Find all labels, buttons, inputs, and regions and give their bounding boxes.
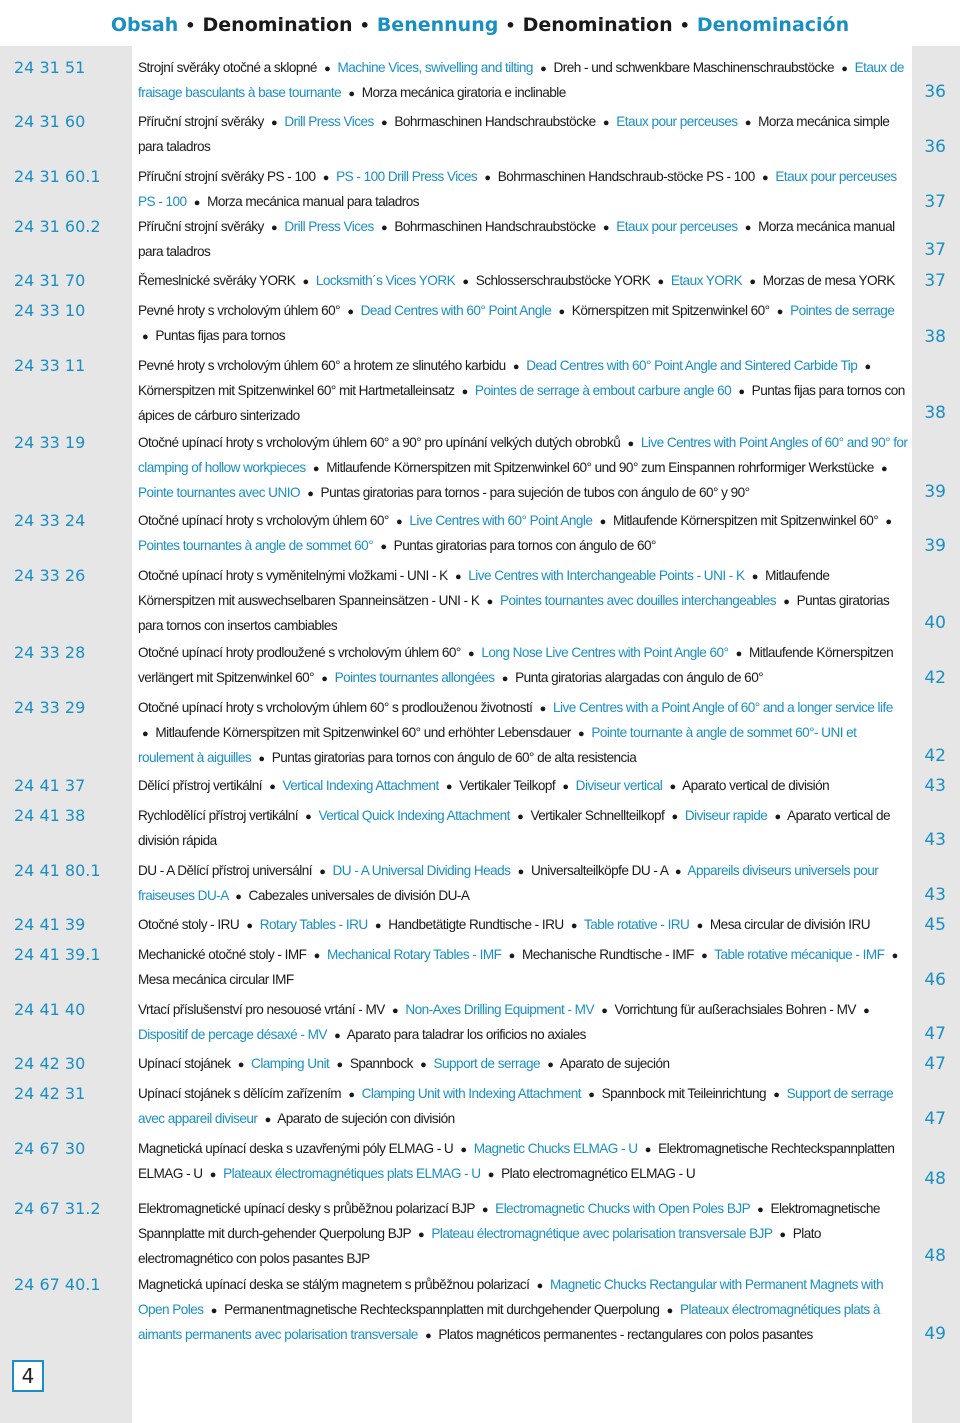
entry-code: 24 31 51 xyxy=(14,58,86,77)
entry-name: Pevné hroty s vrcholovým úhlem 60° a hrotem ze slinutého karbidu xyxy=(138,358,506,373)
entry-name: Otočné upínací hroty s vrcholovým úhlem 60° s prodlouženou životností xyxy=(138,700,533,715)
entry-description xyxy=(138,913,908,938)
entry-name: Příruční strojní svěráky PS - 100 xyxy=(138,169,316,184)
entry-code: 24 33 11 xyxy=(14,356,86,375)
entry-description xyxy=(138,1197,908,1271)
bullet-separator: ● xyxy=(512,361,520,373)
entry-name: Upínací stojánek s dělícím zařízením xyxy=(138,1086,342,1101)
bullet-separator: ● xyxy=(776,306,783,318)
entry-name: Dělící přístroj vertikální xyxy=(138,778,262,793)
entry-code: 24 41 39 xyxy=(14,915,86,934)
entry-name: Vertikaler Schnellteilkopf xyxy=(530,808,665,823)
entry-translation: DU - A Universal Dividing Heads xyxy=(332,863,511,878)
bullet-separator: ● xyxy=(779,1229,786,1241)
entry-code: 24 41 38 xyxy=(14,806,86,825)
header-separator: • xyxy=(679,16,690,35)
entry-description xyxy=(138,804,908,853)
bullet-separator: ● xyxy=(558,306,565,318)
entry-translation: Drill Press Vices xyxy=(284,219,374,234)
entry-translation: Etaux pour perceuses xyxy=(616,114,738,129)
bullet-separator: ● xyxy=(425,1330,432,1342)
entry-translation: Vertical Indexing Attachment xyxy=(282,778,439,793)
bullet-separator: ● xyxy=(210,1305,217,1317)
entry-code: 24 41 40 xyxy=(14,1000,86,1019)
entry-code: 24 67 30 xyxy=(14,1139,86,1158)
entry-translation: Etaux pour perceuses PS - 100 xyxy=(138,169,897,209)
header-obsah: Obsah xyxy=(110,14,179,36)
entry-name: Pevné hroty s vrcholovým úhlem 60° xyxy=(138,303,341,318)
entry-code: 24 42 30 xyxy=(14,1054,86,1073)
bullet-separator: ● xyxy=(864,361,871,373)
entry-translation: Diviseur rapide xyxy=(684,808,768,823)
bullet-separator: ● xyxy=(380,541,387,553)
entry-description xyxy=(138,56,908,106)
bullet-separator: ● xyxy=(235,891,242,903)
entry-description xyxy=(138,431,908,506)
bullet-separator: ● xyxy=(570,920,577,932)
header-benennung: Benennung xyxy=(376,14,499,36)
entry-name: Aparato de sujeción con división xyxy=(277,1111,455,1126)
bullet-separator: ● xyxy=(539,703,546,715)
entry-name: Mitlaufende Körnerspitzen mit Spitzenwinkel 60° und erhöhter Lebensdauer xyxy=(155,725,571,740)
entry-name: Mitlaufende Körnerspitzen mit Spitzenwinkel 60° xyxy=(612,513,879,528)
entry-translation: Mechanical Rotary Tables - IMF xyxy=(326,947,502,962)
entry-name: Mitlaufende Körnerspitzen verlängert mit Spitzenwinkel 60° xyxy=(138,645,894,685)
bullet-separator: ● xyxy=(246,920,253,932)
bullet-separator: ● xyxy=(193,197,200,209)
entry-name: Plato electromagnético ELMAG - U xyxy=(501,1166,696,1181)
bullet-separator: ● xyxy=(588,1089,595,1101)
bullet-separator: ● xyxy=(271,222,278,234)
entry-code: 24 33 24 xyxy=(14,511,86,530)
entry-name: Otočné upínací hroty s vrcholovým úhlem 60° a 90° pro upínání velkých dutých obrobků xyxy=(138,435,621,450)
entry-translation: Dead Centres with 60° Point Angle xyxy=(360,303,552,318)
bullet-separator: ● xyxy=(305,811,312,823)
bullet-separator: ● xyxy=(744,117,751,129)
entry-description xyxy=(138,269,908,294)
entry-name: Příruční strojní svěráky xyxy=(138,114,264,129)
bullet-separator: ● xyxy=(671,811,678,823)
entry-translation: Clamping Unit xyxy=(251,1056,330,1071)
entry-page-number: 45 xyxy=(924,915,946,935)
entry-translation: Support de serrage avec appareil diviseur xyxy=(138,1086,894,1126)
entry-translation: Drill Press Vices xyxy=(284,114,374,129)
bullet-separator: ● xyxy=(481,1204,488,1216)
bullet-separator: ● xyxy=(334,1030,341,1042)
entry-name: DU - A Dělící přístroj universální xyxy=(138,863,312,878)
bullet-separator: ● xyxy=(669,781,676,793)
entry-translation: Diviseur vertical xyxy=(575,778,663,793)
entry-name: Spannbock xyxy=(349,1056,413,1071)
bullet-separator: ● xyxy=(627,438,634,450)
entry-translation: Support de serrage xyxy=(433,1056,540,1071)
entry-description xyxy=(138,774,908,799)
entry-code: 24 67 31.2 xyxy=(14,1199,101,1218)
entry-name: Elektromagnetische Spannplatte mit durch-gehender Querpolung BJP xyxy=(138,1201,880,1241)
entry-name: Dreh - und schwenkbare Maschinenschraubstöcke xyxy=(553,60,835,75)
entry-translation: Magnetic Chucks Rectangular with Permanent Magnets with Open Poles xyxy=(138,1277,884,1317)
entry-description xyxy=(138,215,908,264)
bullet-separator: ● xyxy=(347,306,354,318)
entry-code: 24 41 37 xyxy=(14,776,86,795)
entry-code: 24 31 70 xyxy=(14,271,86,290)
entry-name: Morza mecánica giratoria e inclinable xyxy=(361,85,566,100)
entry-name: Puntas giratorias para tornos con ángulo de 60° de alta resistencia xyxy=(271,750,637,765)
entry-code: 24 33 26 xyxy=(14,566,86,585)
entry-translation: Pointe tournante à angle de sommet 60°- UNI et roulement à aiguilles xyxy=(138,725,857,765)
entry-description xyxy=(138,354,908,428)
entry-translation: Pointes de serrage xyxy=(790,303,895,318)
bullet-separator: ● xyxy=(237,1059,244,1071)
entry-name: Bohrmaschinen Handschraub-stöcke PS - 100 xyxy=(497,169,755,184)
bullet-separator: ● xyxy=(757,1204,764,1216)
entry-name: Mesa mecánica circular IMF xyxy=(138,972,294,987)
entry-name: Bohrmaschinen Handschraubstöcke xyxy=(394,114,596,129)
entry-description xyxy=(138,165,908,215)
entry-name: Vertikaler Teilkopf xyxy=(459,778,556,793)
entry-name: Otočné upínací hroty s vyměnitelnými vložkami - UNI - K xyxy=(138,568,448,583)
entry-name: Universalteilköpfe DU - A xyxy=(530,863,668,878)
bullet-separator: ● xyxy=(302,276,309,288)
entry-name: Vrtací příslušenství pro nesouosé vrtání - MV xyxy=(138,1002,385,1017)
entry-description xyxy=(138,859,908,909)
entry-code: 24 41 80.1 xyxy=(14,861,101,880)
entry-name: Aparato de sujeción xyxy=(559,1056,670,1071)
bullet-separator: ● xyxy=(602,222,609,234)
entry-description xyxy=(138,299,908,349)
entry-page-number: 37 xyxy=(924,240,946,260)
bullet-separator: ● xyxy=(420,1059,427,1071)
entry-page-number: 42 xyxy=(924,668,946,688)
bullet-separator: ● xyxy=(312,463,319,475)
entry-translation: Table rotative mécanique - IMF xyxy=(714,947,885,962)
bullet-separator: ● xyxy=(536,1280,543,1292)
entry-name: Příruční strojní svěráky xyxy=(138,219,264,234)
bullet-separator: ● xyxy=(517,811,524,823)
bullet-separator: ● xyxy=(562,781,569,793)
entry-translation: Live Centres with Point Angles of 60° and 90° for clamping of hollow workpieces xyxy=(138,435,908,475)
bullet-separator: ● xyxy=(540,63,547,75)
header-separator: • xyxy=(359,16,370,35)
entry-translation: Dispositif de percage désaxé - MV xyxy=(138,1027,327,1042)
bullet-separator: ● xyxy=(738,386,745,398)
entry-code: 24 33 10 xyxy=(14,301,86,320)
entry-name: Puntas fijas para tornos xyxy=(155,328,285,343)
bullet-separator: ● xyxy=(578,728,585,740)
entry-description xyxy=(138,1137,908,1187)
bullet-separator: ● xyxy=(319,866,326,878)
entry-name: Körnerspitzen mit Spitzenwinkel 60° mit Hartmetalleinsatz xyxy=(138,383,455,398)
entry-code: 24 31 60.2 xyxy=(14,217,101,236)
entry-name: Otočné upínací hroty s vrcholovým úhlem 60° xyxy=(138,513,389,528)
entry-translation: Non-Axes Drilling Equipment - MV xyxy=(405,1002,594,1017)
bullet-separator: ● xyxy=(445,781,453,793)
bullet-separator: ● xyxy=(374,920,381,932)
header-denomination-1: Denomination xyxy=(202,14,353,36)
bullet-separator: ● xyxy=(460,1144,467,1156)
entry-translation: Pointes tournantes avec douilles interchangeables xyxy=(499,593,777,608)
entry-translation: Electromagnetic Chucks with Open Poles BJP xyxy=(495,1201,750,1216)
bullet-separator: ● xyxy=(773,1089,780,1101)
entry-name: Körnerspitzen mit Spitzenwinkel 60° xyxy=(571,303,770,318)
entry-name: Aparato para taladrar los orificios no axiales xyxy=(346,1027,586,1042)
entry-description xyxy=(138,696,908,771)
header-separator: • xyxy=(505,16,516,35)
bullet-separator: ● xyxy=(258,753,265,765)
entry-translation: Live Centres with 60° Point Angle xyxy=(409,513,593,528)
entry-name: Puntas giratorias para tornos con insertos cambiables xyxy=(138,593,890,633)
entry-name: Elektromagnetische Rechteckspannplatten ELMAG - U xyxy=(138,1141,895,1181)
bullet-separator: ● xyxy=(336,1059,343,1071)
bullet-separator: ● xyxy=(508,950,515,962)
entry-name: Aparato vertical de división rápida xyxy=(138,808,890,848)
entry-translation: Clamping Unit with Indexing Attachment xyxy=(361,1086,582,1101)
bullet-separator: ● xyxy=(142,728,149,740)
entry-name: Morza mecánica manual para taladros xyxy=(207,194,420,209)
bullet-separator: ● xyxy=(322,172,329,184)
page-number-box: 4 xyxy=(12,1360,44,1392)
entry-name: Morza mecánica simple para taladros xyxy=(138,114,890,154)
bullet-separator: ● xyxy=(324,63,331,75)
bullet-separator: ● xyxy=(417,1229,425,1241)
bullet-separator: ● xyxy=(271,117,278,129)
entry-name: Morza mecánica manual para taladros xyxy=(138,219,895,259)
entry-name: Upínací stojánek xyxy=(138,1056,231,1071)
bullet-separator: ● xyxy=(599,516,606,528)
bullet-separator: ● xyxy=(674,866,681,878)
entry-translation: Table rotative - IRU xyxy=(583,917,690,932)
entry-translation: Pointes tournantes allongées xyxy=(334,670,495,685)
entry-description xyxy=(138,943,908,992)
bullet-separator: ● xyxy=(348,88,355,100)
entry-description xyxy=(138,1052,908,1077)
entry-page-number: 38 xyxy=(924,327,946,347)
entry-page-number: 47 xyxy=(924,1024,946,1044)
bullet-separator: ● xyxy=(547,1059,554,1071)
bullet-separator: ● xyxy=(348,1089,355,1101)
bullet-separator: ● xyxy=(657,276,664,288)
entry-page-number: 48 xyxy=(924,1246,946,1266)
header-denomination-2: Denomination xyxy=(522,14,673,36)
bullet-separator: ● xyxy=(380,117,388,129)
bullet-separator: ● xyxy=(269,781,276,793)
entry-name: Handbetätigte Rundtische - IRU xyxy=(388,917,564,932)
entry-name: Morzas de mesa YORK xyxy=(762,273,895,288)
bullet-separator: ● xyxy=(891,950,898,962)
entry-translation: Pointes de serrage à embout carbure angle 60 xyxy=(474,383,732,398)
entry-translation: Live Centres with Interchangeable Points - UNI - K xyxy=(468,568,745,583)
entry-description xyxy=(138,1273,908,1348)
bullet-separator: ● xyxy=(461,386,468,398)
entry-name: Strojní svěráky otočné a sklopné xyxy=(138,60,317,75)
entry-description xyxy=(138,564,908,638)
entry-name: Rychlodělící přístroj vertikální xyxy=(138,808,298,823)
entry-translation: Etaux pour perceuses xyxy=(616,219,738,234)
entry-name: Aparato vertical de división xyxy=(682,778,830,793)
bullet-separator: ● xyxy=(735,648,742,660)
entry-translation: Rotary Tables - IRU xyxy=(259,917,368,932)
entry-page-number: 48 xyxy=(924,1169,946,1189)
entry-translation: Plateaux électromagnétiques plats à aimants permanents avec polarisation transversale xyxy=(138,1302,880,1342)
entry-name: Mesa circular de división IRU xyxy=(709,917,870,932)
bullet-separator: ● xyxy=(391,1005,399,1017)
bullet-separator: ● xyxy=(264,1114,271,1126)
bullet-separator: ● xyxy=(468,648,475,660)
entry-name: Punta giratorias alargadas con ángulo de 60° xyxy=(515,670,764,685)
entry-translation: Etaux de fraisage basculants à base tournante xyxy=(138,60,904,100)
entry-name: Mitlaufende Körnerspitzen mit auswechselbaren Spanneinsätzen - UNI - K xyxy=(138,568,830,608)
bullet-separator: ● xyxy=(209,1169,216,1181)
bullet-separator: ● xyxy=(484,172,491,184)
entry-translation: Long Nose Live Centres with Point Angle 60° xyxy=(481,645,729,660)
entry-translation: Plateaux électromagnétiques plats ELMAG - U xyxy=(223,1166,481,1181)
entry-code: 24 67 40.1 xyxy=(14,1275,101,1294)
entry-name: Puntas fijas para tornos con ápices de cárburo sinterizado xyxy=(138,383,905,423)
entry-page-number: 36 xyxy=(924,137,946,157)
bullet-separator: ● xyxy=(487,1169,494,1181)
entry-translation: Machine Vices, swivelling and tilting xyxy=(337,60,533,75)
entry-code: 24 33 29 xyxy=(14,698,86,717)
entry-page-number: 43 xyxy=(924,885,946,905)
entry-page-number: 36 xyxy=(924,82,946,102)
bullet-separator: ● xyxy=(602,117,609,129)
entry-code: 24 33 19 xyxy=(14,433,86,452)
entry-page-number: 39 xyxy=(924,482,946,502)
bullet-separator: ● xyxy=(774,811,781,823)
entry-name: Magnetická upínací deska se stálým magnetem s průběžnou polarizací xyxy=(138,1277,530,1292)
entry-code: 24 41 39.1 xyxy=(14,945,101,964)
bullet-separator: ● xyxy=(749,276,756,288)
header-denominacion: Denominación xyxy=(696,14,850,36)
entry-page-number: 46 xyxy=(924,970,946,990)
bullet-separator: ● xyxy=(321,673,328,685)
entry-name: Vorrichtung für außerachsiales Bohren - MV xyxy=(614,1002,856,1017)
entry-translation: Etaux YORK xyxy=(670,273,743,288)
entry-description xyxy=(138,509,908,559)
entry-translation: Locksmith´s Vices YORK xyxy=(315,273,456,288)
entry-page-number: 39 xyxy=(924,536,946,556)
entry-name: Mechanické otočné stoly - IMF xyxy=(138,947,307,962)
entry-page-number: 47 xyxy=(924,1109,946,1129)
entry-name: Mechanische Rundtische - IMF xyxy=(521,947,694,962)
entry-translation: Appareils diviseurs universels pour fraiseuses DU-A xyxy=(138,863,879,903)
entry-page-number: 43 xyxy=(924,830,946,850)
entry-page-number: 37 xyxy=(924,192,946,212)
bullet-separator: ● xyxy=(885,516,892,528)
entry-page-number: 43 xyxy=(924,776,946,796)
bullet-separator: ● xyxy=(881,463,888,475)
bullet-separator: ● xyxy=(313,950,320,962)
entry-code: 24 42 31 xyxy=(14,1084,86,1103)
entry-name: Platos magnéticos permanentes - rectangulares con polos pasantes xyxy=(438,1327,813,1342)
bullet-separator: ● xyxy=(644,1144,651,1156)
bullet-separator: ● xyxy=(396,516,403,528)
entry-translation: Vertical Quick Indexing Attachment xyxy=(318,808,510,823)
entry-page-number: 42 xyxy=(924,746,946,766)
entry-name: Mitlaufende Körnerspitzen mit Spitzenwinkel 60° und 90° zum Einspannen rohrformiger Werkstücke xyxy=(326,460,874,475)
bullet-separator: ● xyxy=(701,950,708,962)
entry-code: 24 31 60.1 xyxy=(14,167,101,186)
entry-translation: Live Centres with a Point Angle of 60° and a longer service life xyxy=(552,700,893,715)
bullet-separator: ● xyxy=(762,172,769,184)
bullet-separator: ● xyxy=(501,673,508,685)
entry-page-number: 37 xyxy=(924,271,946,291)
bullet-separator: ● xyxy=(380,222,388,234)
entry-page-number: 49 xyxy=(924,1324,946,1344)
entry-translation: Pointe tournantes avec UNIO xyxy=(138,485,300,500)
entry-name: Řemeslnické svěráky YORK xyxy=(138,273,296,288)
entry-page-number: 40 xyxy=(924,613,946,633)
entry-translation: Pointes tournantes à angle de sommet 60° xyxy=(138,538,374,553)
entry-name: Puntas giratorias para tornos con ángulo de 60° xyxy=(393,538,656,553)
bullet-separator: ● xyxy=(841,63,848,75)
entry-name: Schlosserschraubstöcke YORK xyxy=(475,273,651,288)
bullet-separator: ● xyxy=(666,1305,673,1317)
entry-translation: Magnetic Chucks ELMAG - U xyxy=(473,1141,638,1156)
entry-name: Magnetická upínací deska s uzavřenými póly ELMAG - U xyxy=(138,1141,454,1156)
page-header xyxy=(0,10,960,40)
bullet-separator: ● xyxy=(142,331,149,343)
bullet-separator: ● xyxy=(486,596,493,608)
entry-translation: Dead Centres with 60° Point Angle and Sintered Carbide Tip xyxy=(526,358,858,373)
bullet-separator: ● xyxy=(601,1005,608,1017)
entry-code: 24 33 28 xyxy=(14,643,86,662)
entry-name: Otočné upínací hroty prodloužené s vrcholovým úhlem 60° xyxy=(138,645,461,660)
entry-name: Otočné stoly - IRU xyxy=(138,917,240,932)
entry-name: Cabezales universales de división DU-A xyxy=(248,888,470,903)
entry-description xyxy=(138,641,908,691)
bullet-separator: ● xyxy=(696,920,703,932)
entry-name: Plato electromagnético con polos pasantes BJP xyxy=(138,1226,821,1266)
entry-name: Puntas giratorias para tornos - para sujeción de tubos con ángulo de 60° y 90° xyxy=(320,485,750,500)
header-separator: • xyxy=(185,16,196,35)
bullet-separator: ● xyxy=(751,571,758,583)
bullet-separator: ● xyxy=(307,488,314,500)
entry-name: Permanentmagnetische Rechteckspannplatten mit durchgehender Querpolung xyxy=(224,1302,660,1317)
entry-name: Bohrmaschinen Handschraubstöcke xyxy=(394,219,596,234)
bullet-separator: ● xyxy=(783,596,790,608)
entry-page-number: 38 xyxy=(924,403,946,423)
bullet-separator: ● xyxy=(517,866,524,878)
entry-code: 24 31 60 xyxy=(14,112,86,131)
bullet-separator: ● xyxy=(462,276,469,288)
entry-description xyxy=(138,1082,908,1132)
entry-translation: PS - 100 Drill Press Vices xyxy=(336,169,478,184)
entry-name: Spannbock mit Teileinrichtung xyxy=(601,1086,767,1101)
entry-description xyxy=(138,110,908,159)
entry-translation: Plateau électromagnétique avec polarisation transversale BJP xyxy=(431,1226,773,1241)
bullet-separator: ● xyxy=(863,1005,870,1017)
entry-name: Elektromagnetické upínací desky s průběžnou polarizací BJP xyxy=(138,1201,475,1216)
entry-page-number: 47 xyxy=(924,1054,946,1074)
bullet-separator: ● xyxy=(744,222,751,234)
bullet-separator: ● xyxy=(454,571,462,583)
entry-description xyxy=(138,998,908,1048)
